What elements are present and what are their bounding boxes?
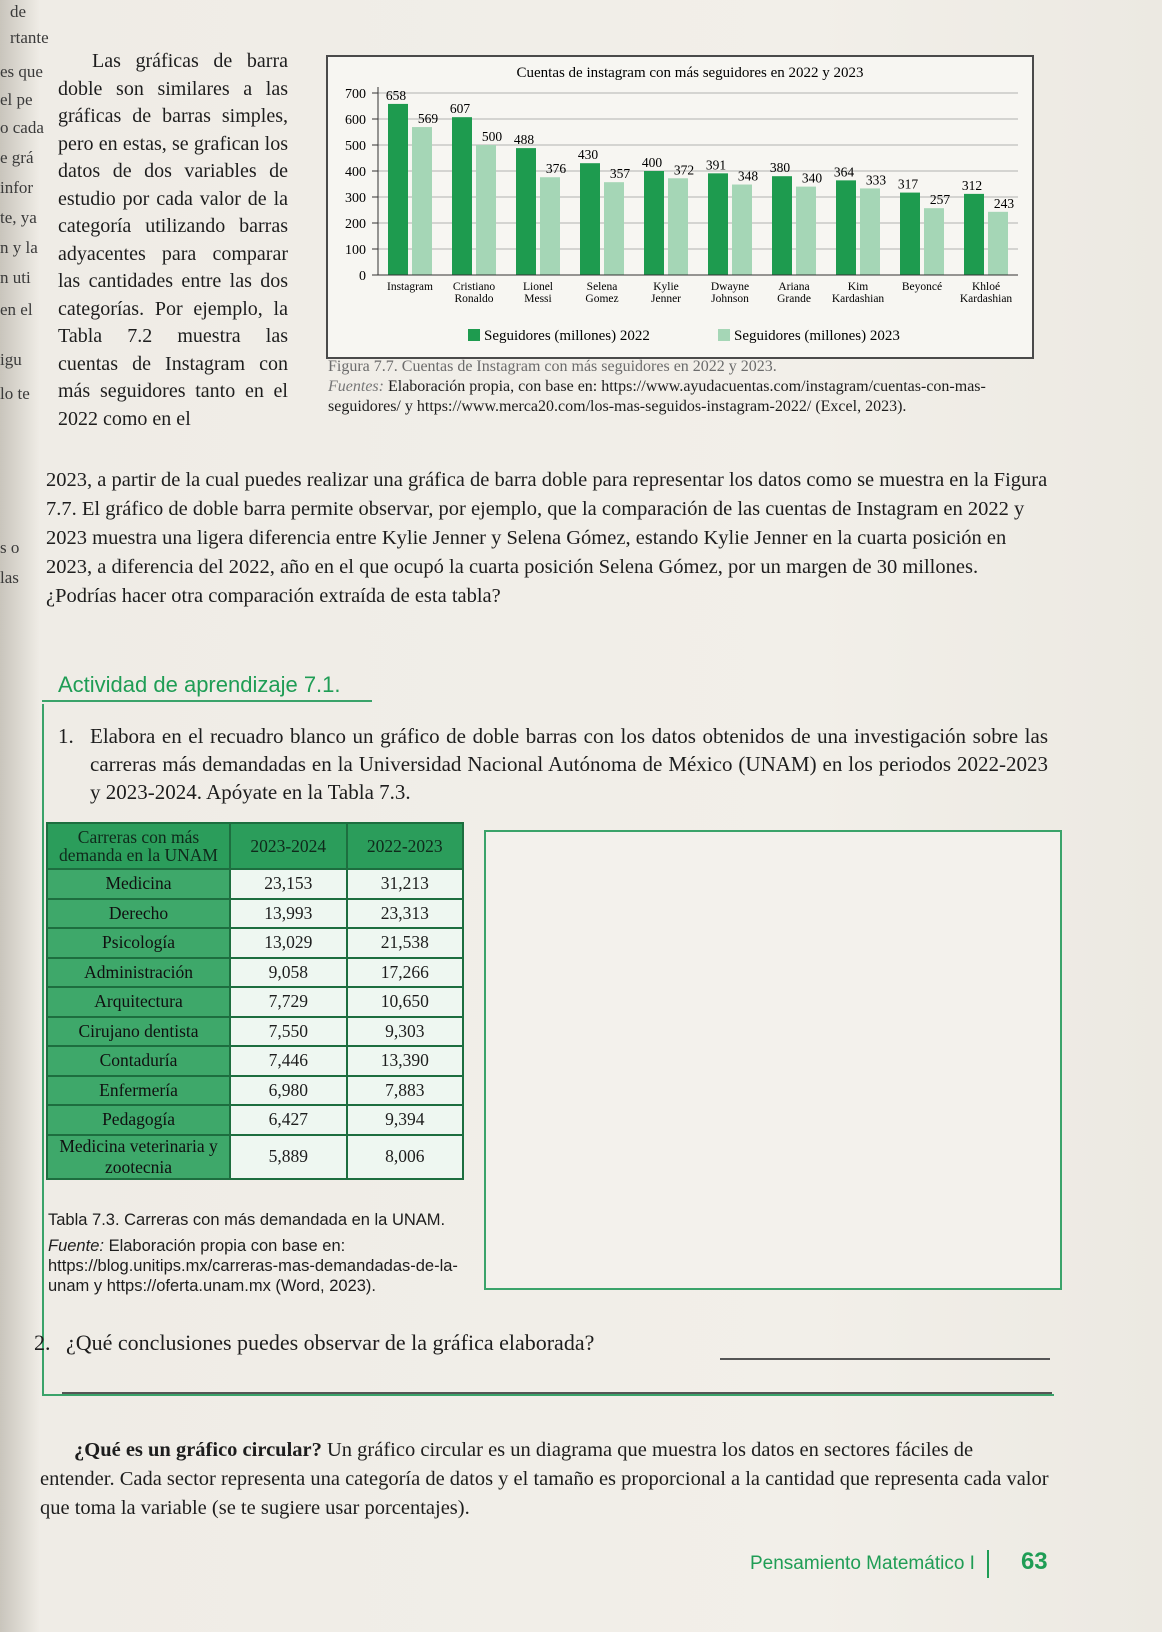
table-caption-title: Tabla 7.3. Carreras con más demandada en la UNAM. bbox=[48, 1211, 446, 1229]
table-row bbox=[47, 1017, 463, 1047]
data-label-2022: 607 bbox=[449, 101, 471, 117]
chart-title: Cuentas de instagram con más seguidores en 2022 y 2023 bbox=[516, 65, 864, 81]
book-title: Pensamiento Matemático I bbox=[750, 1553, 975, 1574]
category-label: Kim Kardashian bbox=[831, 281, 885, 305]
enrollment-cell: 31,213 bbox=[347, 869, 463, 899]
table-header: 2022-2023 bbox=[347, 823, 463, 869]
category-label: Kylie Jenner bbox=[650, 281, 682, 305]
career-name-cell: Enfermería bbox=[47, 1076, 230, 1106]
enrollment-cell: 13,029 bbox=[230, 928, 346, 958]
figure-label: Figura 7.7. Cuentas de Instagram con más seguidores en 2022 y 2023. bbox=[328, 358, 777, 375]
data-label-2022: 312 bbox=[961, 177, 983, 193]
enrollment-cell: 7,550 bbox=[230, 1017, 346, 1047]
edge-fragment: en el bbox=[0, 300, 33, 319]
legend-label: Seguidores (millones) 2022 bbox=[484, 328, 650, 344]
answer-line[interactable] bbox=[720, 1358, 1050, 1360]
career-name-cell: Contaduría bbox=[47, 1046, 230, 1076]
pie-text: Un gráfico circular es un diagrama que muestra los datos en sectores fáciles de entender. Cada sector representa una categoría de datos y el tamaño es proporcional a la cantidad que representa cada valor que toma la variable (se te sugiere usar porcentajes). bbox=[40, 1439, 1049, 1519]
legend-swatch bbox=[468, 329, 480, 341]
bar-2022 bbox=[516, 148, 536, 275]
data-label-2023: 243 bbox=[993, 195, 1015, 211]
table-row bbox=[47, 928, 463, 958]
edge-fragment: e grá bbox=[0, 148, 34, 167]
table-row bbox=[47, 1046, 463, 1076]
y-tick-label: 600 bbox=[345, 113, 366, 128]
data-label-2023: 372 bbox=[673, 162, 695, 178]
category-label: Beyoncé bbox=[901, 281, 943, 293]
legend-label: Seguidores (millones) 2023 bbox=[734, 328, 900, 344]
table-body bbox=[47, 869, 463, 1179]
edge-fragment: rtante bbox=[10, 28, 49, 47]
category-label: Lionel Messi bbox=[522, 281, 554, 305]
intro-paragraph: Las gráficas de barra doble son similares a las gráficas de barras simples, pero en estas, se grafican los datos de dos variables de estudio por cada valor de la categoría utilizando barras adyacentes para comparar las cantidades entre las dos categorías. Por ejemplo, la Tabla 7.2 muestra las cuentas de Instagram con más seguidores tanto en el 2022 como en el bbox=[58, 50, 288, 430]
enrollment-cell: 7,729 bbox=[230, 987, 346, 1017]
bar-2023 bbox=[988, 212, 1008, 275]
bar-2022 bbox=[452, 117, 472, 275]
enrollment-cell: 23,313 bbox=[347, 899, 463, 929]
table-row bbox=[47, 899, 463, 929]
bar-2023 bbox=[924, 208, 944, 275]
category-label: Khloé Kardashian bbox=[959, 281, 1013, 305]
data-label-2023: 340 bbox=[801, 170, 823, 186]
answer-line[interactable] bbox=[62, 1392, 1052, 1394]
data-label-2023: 376 bbox=[545, 161, 567, 177]
career-name-cell: Psicología bbox=[47, 928, 230, 958]
bar-2022 bbox=[644, 171, 664, 275]
body-paragraph: 2023, a partir de la cual puedes realizar una gráfica de barra doble para representar los datos como se muestra en la Figura 7.7. El gráfico de doble barra permite observar, por ejemplo, que la comparación de las cuentas de Instagram en 2022 y 2023 muestra una ligera diferencia entre Kylie Jenner y Selena Gómez, estando Kylie Jenner en la cuarta posición en 2023, a diferencia del 2022, año en el que ocupó la cuarta posición Selena Gómez, por un margen de 30 millones. ¿Podrías hacer otra comparación extraída de esta tabla? bbox=[46, 469, 1048, 607]
table-source-text: Elaboración propia con base en: https://blog.unitips.mx/carreras-mas-demandadas-de-la-unam y https://oferta.unam.mx (Word, 2023). bbox=[48, 1237, 458, 1295]
legend-swatch bbox=[718, 329, 730, 341]
question-1-text: Elabora en el recuadro blanco un gráfico de doble barras con los datos obtenidos de una investigación sobre las carreras más demandadas en la Universidad Nacional Autónoma de México (UNAM) en los periodos 2022-2023 y 2023-2024. Apóyate en la Tabla 7.3. bbox=[90, 724, 1048, 804]
y-tick-label: 700 bbox=[345, 87, 366, 102]
edge-fragment: te, ya bbox=[0, 208, 37, 227]
chart-svg bbox=[328, 57, 1032, 357]
table-header: Carreras con más demanda en la UNAM bbox=[47, 823, 230, 869]
edge-fragment: igu bbox=[0, 350, 22, 369]
data-label-2023: 357 bbox=[609, 166, 631, 182]
bar-2023 bbox=[668, 178, 688, 275]
data-label-2022: 430 bbox=[577, 147, 599, 163]
career-name-cell: Medicina bbox=[47, 869, 230, 899]
bar-2022 bbox=[772, 176, 792, 275]
career-name-cell: Cirujano dentista bbox=[47, 1017, 230, 1047]
y-tick-label: 500 bbox=[345, 139, 366, 154]
bar-2022 bbox=[388, 104, 408, 275]
bar-2023 bbox=[860, 188, 880, 275]
edge-fragment: n uti bbox=[0, 268, 31, 287]
data-label-2023: 500 bbox=[481, 129, 503, 144]
y-tick-label: 100 bbox=[345, 243, 366, 258]
data-label-2022: 317 bbox=[897, 176, 919, 192]
bar-2023 bbox=[540, 177, 560, 275]
enrollment-cell: 7,883 bbox=[347, 1076, 463, 1106]
enrollment-cell: 5,889 bbox=[230, 1135, 346, 1179]
pie-question: ¿Qué es un gráfico circular? bbox=[74, 1439, 322, 1461]
activity-rule bbox=[42, 700, 372, 702]
enrollment-cell: 9,058 bbox=[230, 958, 346, 988]
question-1-number: 1. bbox=[58, 724, 74, 748]
career-name-cell: Administración bbox=[47, 958, 230, 988]
careers-table bbox=[46, 822, 464, 1180]
bar-2022 bbox=[900, 193, 920, 275]
category-label: Dwayne Johnson bbox=[710, 281, 750, 305]
category-label: Ariana Grande bbox=[777, 281, 811, 305]
footer-divider bbox=[987, 1550, 989, 1578]
enrollment-cell: 9,394 bbox=[347, 1105, 463, 1135]
bar-2022 bbox=[708, 173, 728, 275]
enrollment-cell: 13,993 bbox=[230, 899, 346, 929]
figure-source-label: Fuentes: bbox=[328, 378, 384, 395]
bar-2022 bbox=[836, 180, 856, 275]
edge-fragment: de bbox=[10, 2, 27, 21]
question-2 bbox=[34, 1330, 724, 1356]
enrollment-cell: 6,427 bbox=[230, 1105, 346, 1135]
table-header: 2023-2024 bbox=[230, 823, 346, 869]
data-label-2023: 569 bbox=[417, 111, 439, 127]
table-row bbox=[47, 1105, 463, 1135]
category-label: Instagram bbox=[387, 281, 433, 293]
edge-fragment: es que bbox=[0, 62, 43, 81]
table-caption bbox=[48, 1210, 478, 1296]
category-label: Selena Gomez bbox=[585, 281, 619, 305]
edge-fragment: infor bbox=[0, 178, 34, 197]
enrollment-cell: 10,650 bbox=[347, 987, 463, 1017]
y-tick-label: 200 bbox=[345, 217, 366, 232]
table-header-row bbox=[47, 823, 463, 869]
bar-2023 bbox=[412, 127, 432, 275]
enrollment-cell: 8,006 bbox=[347, 1135, 463, 1179]
enrollment-cell: 21,538 bbox=[347, 928, 463, 958]
data-label-2022: 391 bbox=[705, 157, 727, 173]
page-footer bbox=[750, 1548, 1048, 1578]
career-name-cell: Pedagogía bbox=[47, 1105, 230, 1135]
enrollment-cell: 6,980 bbox=[230, 1076, 346, 1106]
activity-title: Actividad de aprendizaje 7.1. bbox=[58, 672, 341, 697]
table-row bbox=[47, 987, 463, 1017]
enrollment-cell: 23,153 bbox=[230, 869, 346, 899]
table-row bbox=[47, 1135, 463, 1179]
edge-fragment: n y la bbox=[0, 238, 38, 257]
table-row bbox=[47, 1076, 463, 1106]
edge-fragment: las bbox=[0, 568, 19, 587]
career-name-cell: Derecho bbox=[47, 899, 230, 929]
edge-fragment: lo te bbox=[0, 384, 30, 403]
bar-2023 bbox=[476, 145, 496, 275]
bar-2023 bbox=[732, 185, 752, 275]
career-name-cell: Medicina veterinaria y zootecnia bbox=[47, 1135, 230, 1179]
question-2-number: 2. bbox=[34, 1330, 51, 1355]
drawing-area[interactable] bbox=[484, 830, 1062, 1290]
question-1 bbox=[58, 722, 1048, 806]
y-tick-label: 300 bbox=[345, 191, 366, 206]
table-source-label: Fuente: bbox=[48, 1237, 104, 1255]
table-row bbox=[47, 958, 463, 988]
career-name-cell: Arquitectura bbox=[47, 987, 230, 1017]
data-label-2023: 348 bbox=[737, 168, 759, 184]
data-label-2022: 658 bbox=[385, 87, 407, 103]
figure-source-text: Elaboración propia, con base en: https://www.ayudacuentas.com/instagram/cuentas-con-mas-seguidores/ y https://www.merca20.com/los-mas-seguidos-instagram-2022/ (Excel, 2023). bbox=[328, 378, 986, 415]
bar-2022 bbox=[580, 163, 600, 275]
data-label-2023: 257 bbox=[929, 192, 951, 208]
y-tick-label: 0 bbox=[359, 269, 366, 284]
bar-2022 bbox=[964, 194, 984, 275]
pie-chart-intro bbox=[40, 1436, 1050, 1523]
category-label: Cristiano Ronaldo bbox=[452, 281, 496, 305]
y-tick-label: 400 bbox=[345, 165, 366, 180]
page-number: 63 bbox=[1020, 1548, 1048, 1575]
figure-caption bbox=[328, 357, 1043, 417]
bar-2023 bbox=[604, 182, 624, 275]
data-label-2023: 333 bbox=[865, 172, 887, 188]
table-row bbox=[47, 869, 463, 899]
data-label-2022: 488 bbox=[513, 132, 535, 148]
bar-2023 bbox=[796, 187, 816, 275]
edge-fragment: o cada bbox=[0, 118, 44, 137]
data-label-2022: 400 bbox=[641, 155, 663, 170]
enrollment-cell: 7,446 bbox=[230, 1046, 346, 1076]
enrollment-cell: 13,390 bbox=[347, 1046, 463, 1076]
enrollment-cell: 9,303 bbox=[347, 1017, 463, 1047]
enrollment-cell: 17,266 bbox=[347, 958, 463, 988]
question-2-text: ¿Qué conclusiones puedes observar de la gráfica elaborada? bbox=[66, 1330, 595, 1355]
instagram-chart bbox=[326, 55, 1034, 359]
edge-fragment: s o bbox=[0, 538, 20, 557]
edge-fragment: el pe bbox=[0, 90, 33, 109]
data-label-2022: 364 bbox=[833, 164, 855, 180]
data-label-2022: 380 bbox=[769, 160, 791, 176]
